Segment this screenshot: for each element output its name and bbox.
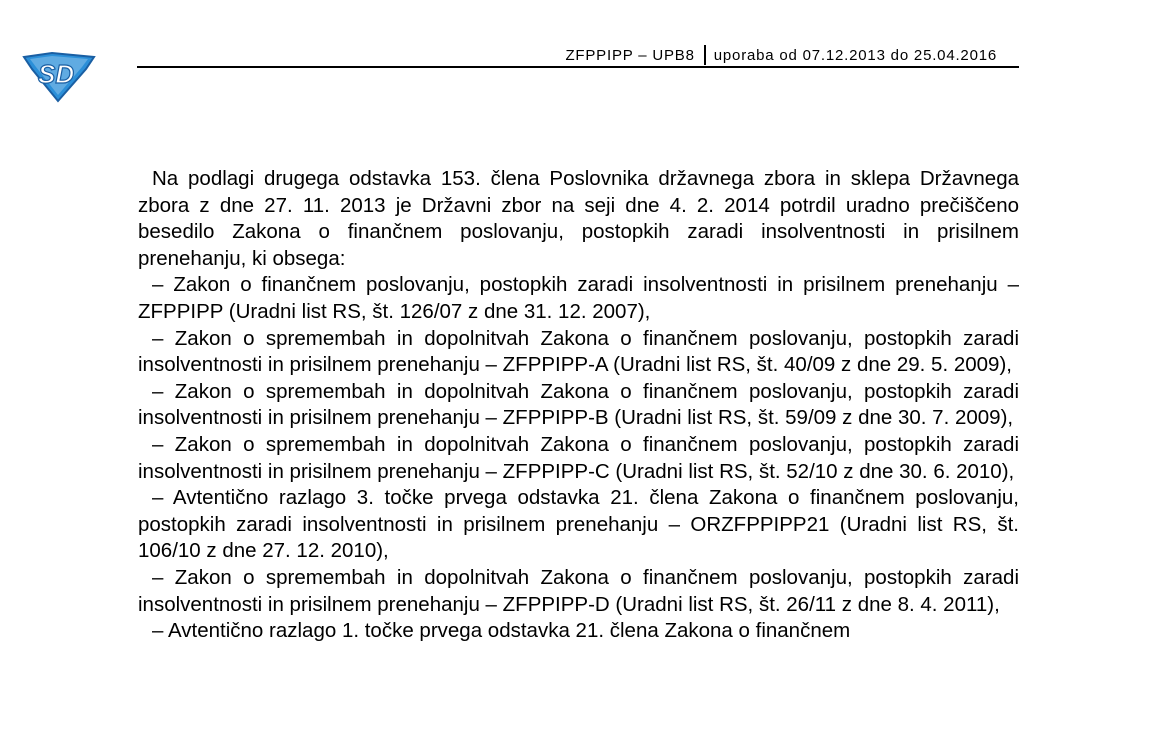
header-text <box>565 45 997 65</box>
list-item: – Avtentično razlago 3. točke prvega odstavka 21. člena Zakona o finančnem poslovanju, postopkih zaradi insolventnosti in prisilnem prenehanju – ORZFPPIPP21 (Uradni list RS, št. 106/10 z dne 27. 12. 2010), <box>138 486 1019 563</box>
intro-paragraph: Na podlagi drugega odstavka 153. člena Poslovnika državnega zbora in sklepa Državnega zbora z dne 27. 11. 2013 je Državni zbor na seji dne 4. 2. 2014 potrdil uradno prečiščeno besedilo Zakona o finančnem poslovanju, postopkih zaradi insolventnosti in prisilnem prenehanju, ki obsega: <box>138 167 1019 270</box>
list-item: – Zakon o spremembah in dopolnitvah Zakona o finančnem poslovanju, postopkih zaradi insolventnosti in prisilnem prenehanju – ZFPPIPP-D (Uradni list RS, št. 26/11 z dne 8. 4. 2011), <box>138 565 1019 616</box>
header-separator <box>704 45 706 65</box>
list-item: – Avtentično razlago 1. točke prvega odstavka 21. člena Zakona o finančnem <box>152 619 851 643</box>
sd-shield-logo-icon <box>22 47 96 103</box>
list-item: – Zakon o spremembah in dopolnitvah Zakona o finančnem poslovanju, postopkih zaradi insolventnosti in prisilnem prenehanju – ZFPPIPP-A (Uradni list RS, št. 40/09 z dne 29. 5. 2009), <box>138 326 1019 377</box>
list-item: – Zakon o spremembah in dopolnitvah Zakona o finančnem poslovanju, postopkih zaradi insolventnosti in prisilnem prenehanju – ZFPPIPP-B (Uradni list RS, št. 59/09 z dne 30. 7. 2009), <box>138 379 1019 430</box>
list-item: – Zakon o spremembah in dopolnitvah Zakona o finančnem poslovanju, postopkih zaradi insolventnosti in prisilnem prenehanju – ZFPPIPP-C (Uradni list RS, št. 52/10 z dne 30. 6. 2010), <box>138 432 1019 483</box>
validity-period: uporaba od 07.12.2013 do 25.04.2016 <box>713 47 997 64</box>
list-item: – Zakon o finančnem poslovanju, postopkih zaradi insolventnosti in prisilnem prenehanju – ZFPPIPP (Uradni list RS, št. 126/07 z dne 31. 12. 2007), <box>138 273 1019 323</box>
logo-text: SD <box>38 59 75 89</box>
document-body <box>138 166 1019 645</box>
doc-code: ZFPPIPP – UPB8 <box>565 47 695 64</box>
page-header <box>137 42 1019 68</box>
